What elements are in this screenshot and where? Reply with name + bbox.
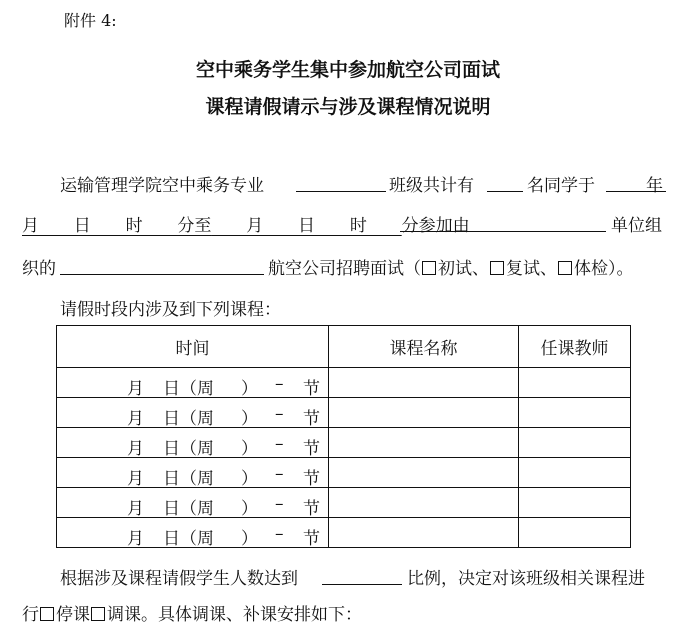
p1-text-interview-options: 航空公司招聘面试（ 初试、 复试、 体检）。 <box>268 259 634 279</box>
airline-name-field[interactable] <box>60 274 264 275</box>
table-row <box>57 368 631 398</box>
organizer-field[interactable] <box>400 231 606 232</box>
student-count-field[interactable] <box>487 191 523 192</box>
second-interview-checkbox[interactable] <box>490 261 504 275</box>
table-row <box>57 518 631 548</box>
time-cell[interactable]: 月 日（周 ） – 节 <box>57 488 329 518</box>
course-name-cell[interactable] <box>329 518 519 548</box>
medical-check-label: 体检）。 <box>574 259 634 279</box>
p1-text-organized: 织的 <box>22 259 56 279</box>
teacher-cell[interactable] <box>519 458 631 488</box>
header-teacher: 任课教师 <box>519 326 631 368</box>
courses-table <box>56 325 631 548</box>
teacher-cell[interactable] <box>519 518 631 548</box>
class-name-field[interactable] <box>296 191 386 192</box>
first-interview-checkbox[interactable] <box>422 261 436 275</box>
course-name-cell[interactable] <box>329 488 519 518</box>
teacher-cell[interactable] <box>519 398 631 428</box>
p1-text-class-count: 班级共计有 <box>389 176 474 196</box>
time-cell[interactable]: 月 日（周 ） – 节 <box>57 368 329 398</box>
attachment-label: 附件 4: <box>64 11 117 30</box>
p1-text-unit: 单位组 <box>611 216 662 236</box>
p1-text-students-on: 名同学于 <box>527 176 595 196</box>
table-row <box>57 458 631 488</box>
medical-check-checkbox[interactable] <box>558 261 572 275</box>
course-name-cell[interactable] <box>329 368 519 398</box>
p1-text-year: 年 <box>646 176 663 196</box>
time-cell[interactable]: 月 日（周 ） – 节 <box>57 428 329 458</box>
course-name-cell[interactable] <box>329 428 519 458</box>
teacher-cell[interactable] <box>519 428 631 458</box>
second-interview-label: 复试、 <box>506 259 557 279</box>
p3-text-arrangement: 行 停课 调课。具体调课、补课安排如下： <box>22 605 362 625</box>
header-time: 时间 <box>57 326 329 368</box>
p1-text-major: 运输管理学院空中乘务专业 <box>60 176 264 196</box>
courses-intro-text: 请假时段内涉及到下列课程： <box>60 300 281 320</box>
course-name-cell[interactable] <box>329 398 519 428</box>
table-row <box>57 428 631 458</box>
teacher-cell[interactable] <box>519 368 631 398</box>
p3-text-ratio: 根据涉及课程请假学生人数达到 <box>60 569 298 589</box>
p1-text-join: 分参加由 <box>401 216 470 236</box>
time-cell[interactable]: 月 日（周 ） – 节 <box>57 518 329 548</box>
time-cell[interactable]: 月 日（周 ） – 节 <box>57 458 329 488</box>
table-row <box>57 398 631 428</box>
teacher-cell[interactable] <box>519 488 631 518</box>
document-title-line-1: 空中乘务学生集中参加航空公司面试 <box>195 59 500 81</box>
start-time-field[interactable]: 月 日 时 分至 <box>22 216 212 236</box>
first-interview-label: 初试、 <box>438 259 489 279</box>
p1-text-start-time <box>22 211 470 236</box>
ratio-field[interactable] <box>322 584 402 585</box>
table-header-row <box>57 326 631 368</box>
reschedule-class-checkbox[interactable] <box>91 607 105 621</box>
header-course-name: 课程名称 <box>329 326 519 368</box>
course-name-cell[interactable] <box>329 458 519 488</box>
end-time-field[interactable]: 月 日 时 <box>211 216 402 236</box>
p3-text-decision: 比例，决定对该班级相关课程进 <box>407 569 645 589</box>
table-row <box>57 488 631 518</box>
reschedule-text: 调课。具体调课、补课安排如下： <box>107 605 362 625</box>
suspend-class-checkbox[interactable] <box>40 607 54 621</box>
suspend-class-label: 停课 <box>56 605 90 625</box>
document-title-line-2: 课程请假请示与涉及课程情况说明 <box>205 96 491 118</box>
time-cell[interactable]: 月 日（周 ） – 节 <box>57 398 329 428</box>
